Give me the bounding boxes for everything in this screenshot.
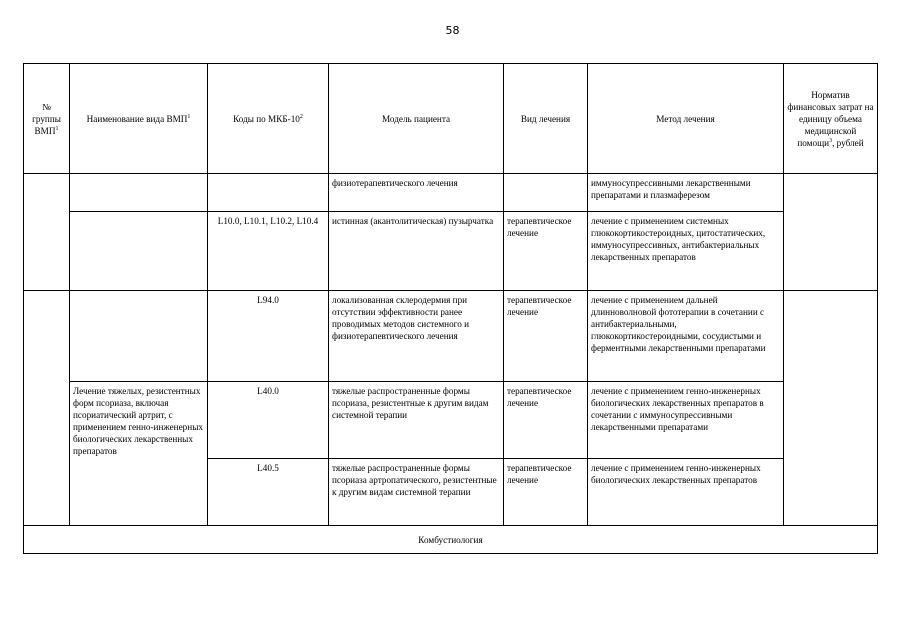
cell-type: терапевтическое лечение: [504, 212, 588, 291]
header-group-no: № группы ВМП$^1$: [24, 64, 70, 174]
header-norm: Норматив финансовых затрат на единицу объема медицинской помощи$^3$, рублей: [784, 64, 878, 174]
section-title: Комбустиология: [24, 526, 878, 554]
header-vmp-name: Наименование вида ВМП$^1$: [70, 64, 208, 174]
cell-model: физиотерапевтического лечения: [329, 174, 504, 212]
header-treatment-type: Вид лечения: [504, 64, 588, 174]
cell-group-no: [24, 291, 70, 526]
cell-method: лечение с применением генно-инженерных биологических лекарственных препаратов в сочетании с иммуносупрессивными лекарственными препаратами: [588, 382, 784, 459]
cell-method: лечение с применением генно-инженерных биологических лекарственных препаратов: [588, 459, 784, 526]
cell-codes: L40.5: [208, 459, 329, 526]
cell-method: лечение с применением дальней длинноволновой фототерапии в сочетании с антибактериальными, глюкокортикостероидными, сосудистыми и ферментными лекарственными препаратами: [588, 291, 784, 382]
cell-vmp-name: [70, 291, 208, 382]
cell-codes: [208, 174, 329, 212]
section-row: [24, 526, 878, 554]
cell-method: иммуносупрессивными лекарственными препаратами и плазмаферезом: [588, 174, 784, 212]
cell-codes: L10.0, L10.1, L10.2, L10.4: [208, 212, 329, 291]
cell-model: локализованная склеродермия при отсутствии эффективности ранее проводимых методов системного и физиотерапевтического лечения: [329, 291, 504, 382]
table-row: [24, 382, 878, 459]
cell-model: истинная (акантолитическая) пузырчатка: [329, 212, 504, 291]
header-patient-model: Модель пациента: [329, 64, 504, 174]
cell-norm: [784, 174, 878, 291]
cell-codes: L94.0: [208, 291, 329, 382]
cell-type: терапевтическое лечение: [504, 459, 588, 526]
table-row: [24, 291, 878, 382]
cell-type: [504, 174, 588, 212]
page-number: 58: [445, 24, 460, 37]
cell-type: терапевтическое лечение: [504, 382, 588, 459]
cell-model: тяжелые распространенные формы псориаза артропатического, резистентные к другим видам системной терапии: [329, 459, 504, 526]
cell-vmp-name: Лечение тяжелых, резистентных форм псориаза, включая псориатический артрит, с применением генно-инженерных биологических лекарственных препаратов: [70, 382, 208, 526]
cell-type: терапевтическое лечение: [504, 291, 588, 382]
cell-vmp-name: [70, 212, 208, 291]
cell-codes: L40.0: [208, 382, 329, 459]
header-treatment-method: Метод лечения: [588, 64, 784, 174]
cell-vmp-name: [70, 174, 208, 212]
header-icd-codes: Коды по МКБ-$10^2$: [208, 64, 329, 174]
cell-group-no: [24, 174, 70, 291]
vmp-table: [23, 63, 878, 554]
table-row: [24, 174, 878, 212]
table-row: [24, 212, 878, 291]
header-row: [24, 64, 878, 174]
cell-model: тяжелые распространенные формы псориаза, резистентные к другим видам системной терапии: [329, 382, 504, 459]
cell-method: лечение с применением системных глюкокортикостероидных, цитостатических, иммуносупрессивных, антибактериальных лекарственных препаратов: [588, 212, 784, 291]
cell-norm: [784, 291, 878, 526]
